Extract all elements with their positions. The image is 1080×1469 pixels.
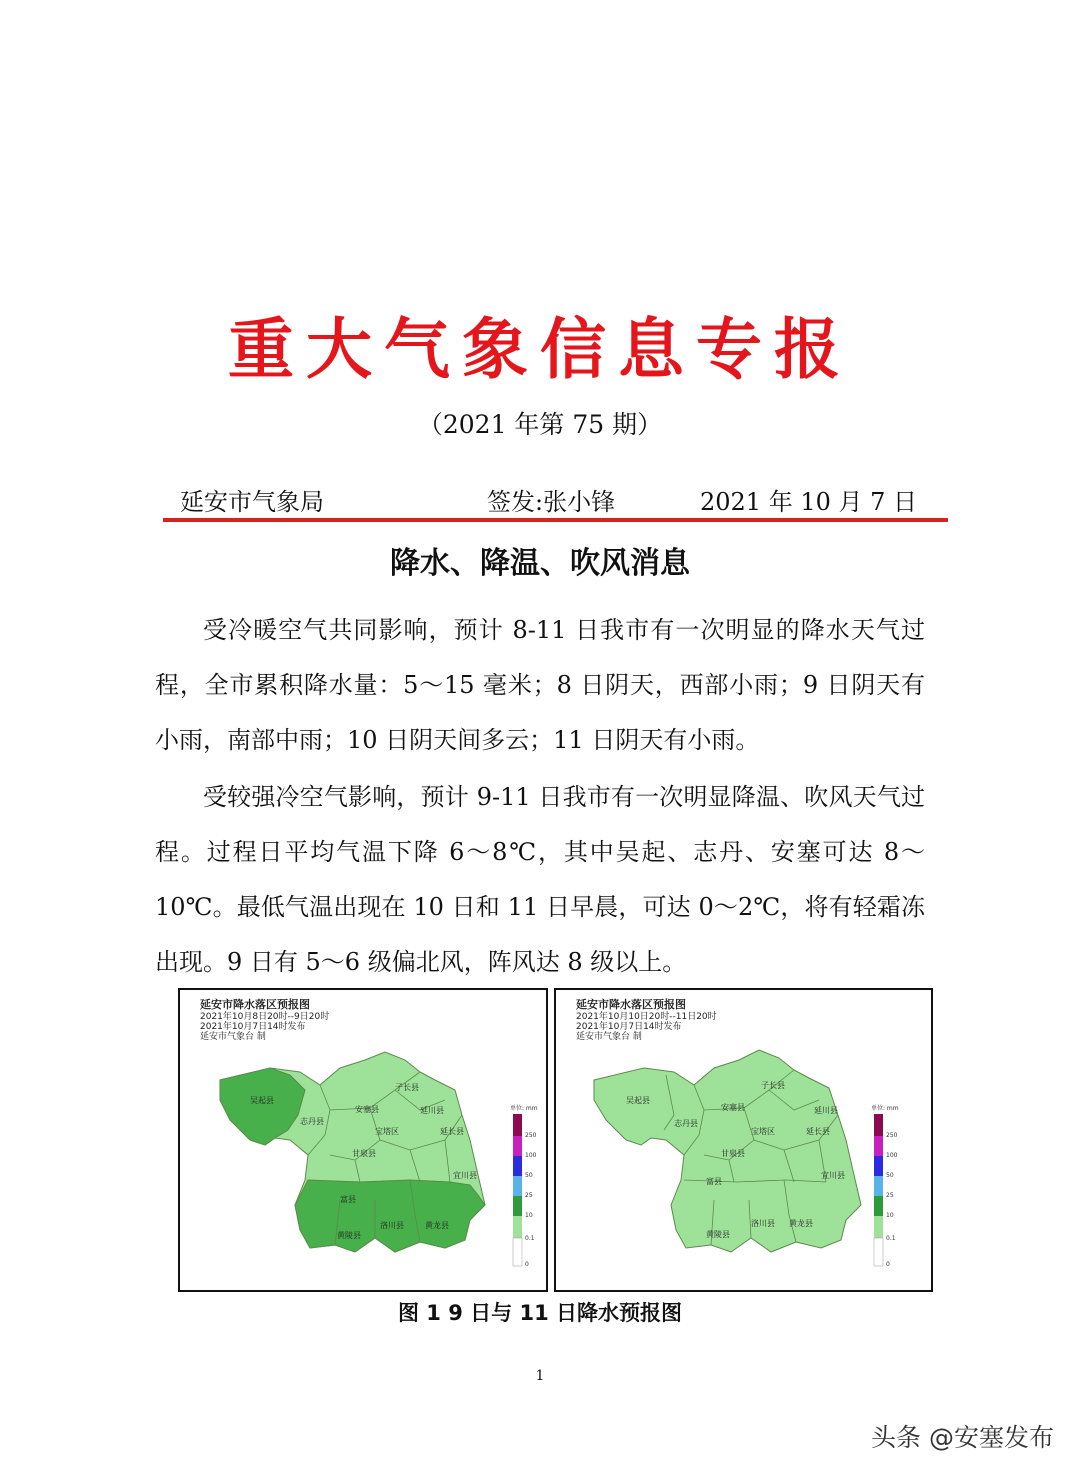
- watermark: 头条 @安塞发布: [871, 1423, 1054, 1452]
- county-label: 富县: [706, 1177, 722, 1186]
- county-label: 安塞县: [355, 1105, 379, 1114]
- county-label: 延川县: [814, 1106, 838, 1115]
- county-label: 宝塔区: [375, 1127, 399, 1136]
- legend-label: 25: [525, 1192, 533, 1199]
- map-maker: 延安市气象台 制: [200, 1032, 266, 1042]
- county-label: 黄龙县: [789, 1219, 813, 1228]
- map-header: [200, 998, 329, 1042]
- county-label: 宜川县: [821, 1171, 845, 1180]
- report-title: 重大气象信息专报: [228, 310, 852, 388]
- map-title: 延安市降水落区预报图: [200, 998, 310, 1011]
- legend-label: 0: [525, 1261, 529, 1268]
- county-label: 甘泉县: [352, 1149, 376, 1158]
- legend-unit: 单位: mm: [510, 1105, 538, 1112]
- county-label: 富县: [340, 1195, 356, 1204]
- county-label: 黄龙县: [425, 1221, 449, 1230]
- map-issued: 2021年10月7日14时发布: [576, 1022, 682, 1032]
- legend-label: 100: [525, 1152, 537, 1159]
- map-header: [576, 998, 717, 1042]
- map-issued: 2021年10月7日14时发布: [200, 1022, 306, 1032]
- county-label: 延川县: [420, 1106, 444, 1115]
- precip-map-day11: [554, 988, 933, 1292]
- county-label: 黄陵县: [337, 1231, 361, 1240]
- legend-label: 250: [525, 1132, 537, 1139]
- county-label: 延长县: [440, 1127, 464, 1136]
- map-period: 2021年10月10日20时--11日20时: [576, 1012, 717, 1022]
- legend-label: 25: [886, 1192, 894, 1199]
- precip-map-day9: [178, 988, 548, 1292]
- map-title: 延安市降水落区预报图: [576, 998, 686, 1011]
- legend-label: 0.1: [886, 1235, 896, 1242]
- issuing-org: 延安市气象局: [180, 488, 324, 516]
- legend-label: 10: [525, 1212, 533, 1219]
- article-subtitle: 降水、降温、吹风消息: [390, 546, 690, 581]
- county-label: 吴起县: [626, 1096, 650, 1105]
- county-label: 黄陵县: [706, 1230, 730, 1239]
- legend-unit: 单位: mm: [871, 1105, 899, 1112]
- county-label: 子长县: [761, 1081, 785, 1090]
- county-label: 志丹县: [300, 1117, 324, 1126]
- county-label: 吴起县: [250, 1096, 274, 1105]
- legend-label: 250: [886, 1132, 898, 1139]
- header-divider: [163, 518, 948, 522]
- legend-label: 0.1: [525, 1235, 535, 1242]
- figure-caption: 图 1 9 日与 11 日降水预报图: [397, 1301, 682, 1325]
- county-label: 洛川县: [751, 1219, 775, 1228]
- county-label: 甘泉县: [721, 1149, 745, 1158]
- legend-label: 50: [886, 1172, 894, 1179]
- paragraph-temperature-wind: 受较强冷空气影响，预计 9-11 日我市有一次明显降温、吹风天气过程。过程日平均气温下降 6～8℃，其中吴起、志丹、安塞可达 8～10℃。最低气温出现在 10 日和 11 日早晨，可达 0～2℃，将有轻霜冻出现。9 日有 5～6 级偏北风，阵风达 8 级以上。: [155, 783, 925, 976]
- legend-label: 100: [886, 1152, 898, 1159]
- issue-date: 2021 年 10 月 7 日: [700, 488, 918, 516]
- county-label: 安塞县: [721, 1103, 745, 1112]
- county-label: 子长县: [395, 1083, 419, 1092]
- page-number: 1: [535, 1368, 545, 1384]
- county-label: 志丹县: [674, 1119, 698, 1128]
- county-label: 洛川县: [380, 1221, 404, 1230]
- paragraph-precipitation: 受冷暖空气共同影响，预计 8-11 日我市有一次明显的降水天气过程，全市累积降水量：5～15 毫米；8 日阴天，西部小雨；9 日阴天有小雨，南部中雨；10 日阴天间多云；11 日阴天有小雨。: [155, 616, 925, 754]
- map-maker: 延安市气象台 制: [576, 1032, 642, 1042]
- legend-label: 50: [525, 1172, 533, 1179]
- map-period: 2021年10月8日20时--9日20时: [200, 1012, 330, 1022]
- county-label: 延长县: [806, 1127, 830, 1136]
- county-label: 宜川县: [453, 1171, 477, 1180]
- county-label: 宝塔区: [751, 1127, 775, 1136]
- issue-number: （2021 年第 75 期）: [417, 410, 663, 439]
- signer: 签发:张小锋: [487, 488, 616, 516]
- legend-label: 0: [886, 1261, 890, 1268]
- legend-label: 10: [886, 1212, 894, 1219]
